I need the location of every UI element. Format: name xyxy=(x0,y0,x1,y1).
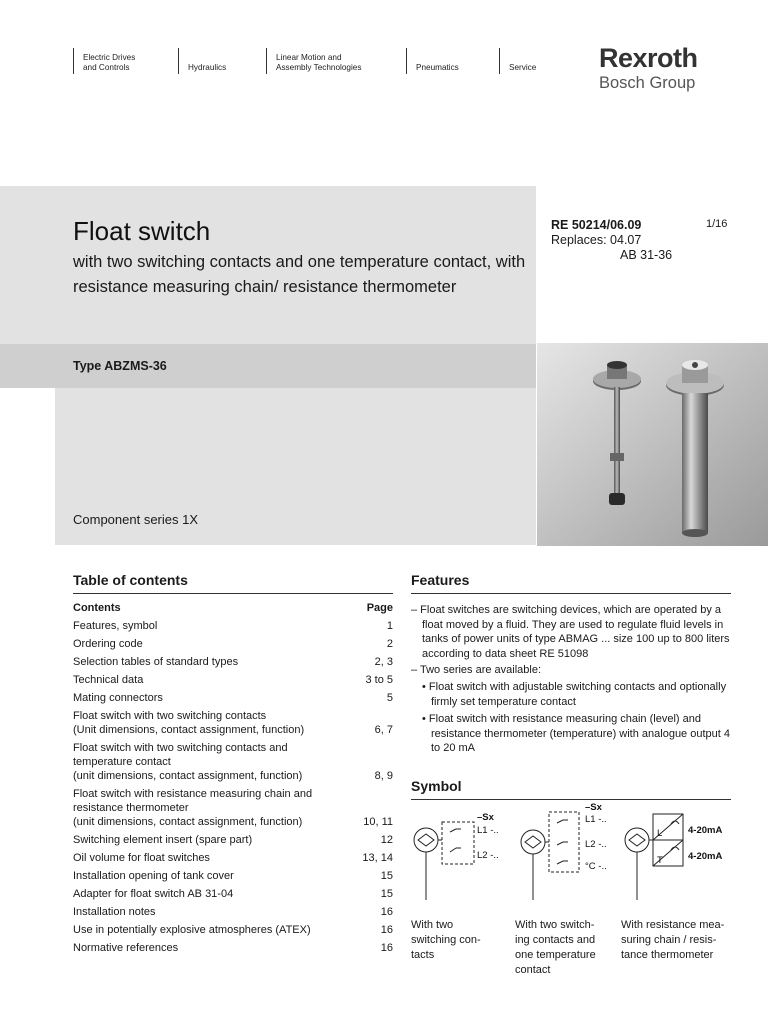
toc-row[interactable] xyxy=(73,709,393,737)
toc-row[interactable] xyxy=(73,673,393,687)
doc-number: RE 50214/06.09 xyxy=(551,218,642,232)
features-list xyxy=(411,603,731,759)
symbol1-sx: –Sx xyxy=(477,812,494,823)
symbol-caption-1: With two switching con- tacts xyxy=(411,919,481,961)
toc-entry-title: Installation notes xyxy=(73,906,156,918)
symbol-caption-3: With resistance mea- suring chain / resis- tance thermometer xyxy=(621,919,725,961)
logo-group: Bosch Group xyxy=(599,74,696,92)
nav-electric-drives[interactable]: Electric Drives and Controls xyxy=(73,48,135,74)
toc-entry-page: 10, 11 xyxy=(363,816,393,828)
symbol-two-contacts xyxy=(414,812,499,900)
toc-heading: Table of contents xyxy=(73,572,393,594)
toc-header-row xyxy=(73,601,393,615)
toc-entry-page: 16 xyxy=(380,906,393,918)
toc-row[interactable] xyxy=(73,905,393,919)
toc-entry-title: Use in potentially explosive atmospheres (ATEX) xyxy=(73,924,311,936)
toc-entry-title: Selection tables of standard types xyxy=(73,656,239,668)
toc-row[interactable] xyxy=(73,887,393,901)
toc-entry-title: Adapter for float switch AB 31-04 xyxy=(73,888,234,900)
page-title: Float switch xyxy=(73,216,211,246)
toc-row[interactable] xyxy=(73,619,393,633)
symbol2-temp: °C -.. xyxy=(585,861,607,872)
toc-rows xyxy=(73,619,393,955)
nav-hydraulics[interactable]: Hydraulics xyxy=(178,48,226,74)
symbol2-sx: –Sx xyxy=(585,802,602,813)
type-label: Type ABZMS-36 xyxy=(73,359,167,373)
toc-entry-title: Normative references xyxy=(73,942,179,954)
toc-entry-page: 3 to 5 xyxy=(365,674,393,686)
toc-row[interactable] xyxy=(73,655,393,669)
symbol-resistance-chain xyxy=(625,814,722,900)
toc-entry-page: 2 xyxy=(386,638,393,650)
toc-entry-title: Mating connectors xyxy=(73,692,163,704)
toc-entry-page: 15 xyxy=(380,888,393,900)
toc-row[interactable] xyxy=(73,787,393,829)
toc-col-page: Page xyxy=(366,602,393,614)
symbol-heading: Symbol xyxy=(411,778,731,800)
product-photo xyxy=(537,343,768,546)
feature-subitem: • Float switch with adjustable switching contacts and optionally firmly set temperature contact xyxy=(422,680,727,708)
toc-entry-title: Installation opening of tank cover xyxy=(73,870,234,882)
symbol-diagrams xyxy=(405,800,745,920)
table-of-contents xyxy=(73,601,393,959)
toc-row[interactable] xyxy=(73,869,393,883)
document-reference xyxy=(551,218,672,263)
doc-replaces-2: AB 31-36 xyxy=(620,248,673,262)
symbol2-l1: L1 -.. xyxy=(585,814,607,825)
toc-entry-title: Float switch with two switching contacts (Unit dimensions, contact assignment, function) xyxy=(73,710,305,736)
page-subtitle: with two switching contacts and one temperature contact, with resistance measuring chain/ resistance thermometer xyxy=(73,253,526,296)
nav-pneumatics[interactable]: Pneumatics xyxy=(406,48,459,74)
toc-row[interactable] xyxy=(73,741,393,783)
toc-row[interactable] xyxy=(73,923,393,937)
toc-entry-title: Technical data xyxy=(73,674,144,686)
feature-item: – Two series are available: xyxy=(411,664,542,677)
symbol2-l2: L2 -.. xyxy=(585,839,607,850)
features-heading: Features xyxy=(411,572,731,594)
symbol1-l1: L1 -.. xyxy=(477,825,499,836)
toc-entry-page: 8, 9 xyxy=(374,770,393,782)
symbol-caption-2: With two switch- ing contacts and one temperature contact xyxy=(515,919,596,976)
toc-entry-page: 16 xyxy=(380,942,393,954)
symbol1-l2: L2 -.. xyxy=(477,850,499,861)
toc-col-contents: Contents xyxy=(73,602,121,614)
top-navigation xyxy=(0,48,560,74)
toc-entry-page: 2, 3 xyxy=(374,656,393,668)
doc-replaces: Replaces: 04.07 xyxy=(551,233,642,247)
toc-row[interactable] xyxy=(73,691,393,705)
toc-entry-page: 5 xyxy=(386,692,393,704)
toc-entry-page: 16 xyxy=(380,924,393,936)
toc-entry-title: Float switch with two switching contacts and temperature contact (unit dimensions, contact assignment, function) xyxy=(73,742,303,782)
symbol-two-contacts-temp xyxy=(521,802,607,900)
toc-entry-title: Features, symbol xyxy=(73,620,158,632)
toc-entry-page: 12 xyxy=(380,834,393,846)
feature-item: – Float switches are switching devices, which are operated by a float moved by a fluid. They are used to regulate fluid levels in tanks of power units of type ABMAG ... size 100 up to 800 liters according to data sheet RE 51098 xyxy=(411,604,730,660)
toc-row[interactable] xyxy=(73,637,393,651)
nav-linear-motion[interactable]: Linear Motion and Assembly Technologies xyxy=(266,48,361,74)
logo-brand: Rexroth xyxy=(599,43,698,73)
toc-row[interactable] xyxy=(73,851,393,865)
toc-entry-title: Oil volume for float switches xyxy=(73,852,210,864)
nav-service[interactable]: Service xyxy=(499,48,536,74)
symbol3-letter-t: T xyxy=(657,855,663,866)
rexroth-logo xyxy=(599,44,739,92)
symbol3-letter-l: L xyxy=(657,828,663,839)
toc-row[interactable] xyxy=(73,941,393,955)
page-number: 1/16 xyxy=(706,218,728,230)
toc-entry-title: Float switch with resistance measuring chain and resistance thermometer (unit dimensions, contact assignment, function) xyxy=(73,788,313,828)
toc-entry-page: 13, 14 xyxy=(362,852,393,864)
toc-entry-page: 15 xyxy=(380,870,393,882)
symbol3-output-2: 4-20mA xyxy=(688,851,723,862)
toc-entry-title: Switching element insert (spare part) xyxy=(73,834,253,846)
toc-row[interactable] xyxy=(73,833,393,847)
component-series: Component series 1X xyxy=(73,512,199,527)
toc-entry-title: Ordering code xyxy=(73,638,143,650)
feature-subitem: • Float switch with resistance measuring chain (level) and resistance thermometer (temperature) with analogue output 4 to 20 mA xyxy=(422,713,730,755)
toc-entry-page: 1 xyxy=(386,620,393,632)
toc-entry-page: 6, 7 xyxy=(374,724,393,736)
symbol3-output-1: 4-20mA xyxy=(688,825,723,836)
